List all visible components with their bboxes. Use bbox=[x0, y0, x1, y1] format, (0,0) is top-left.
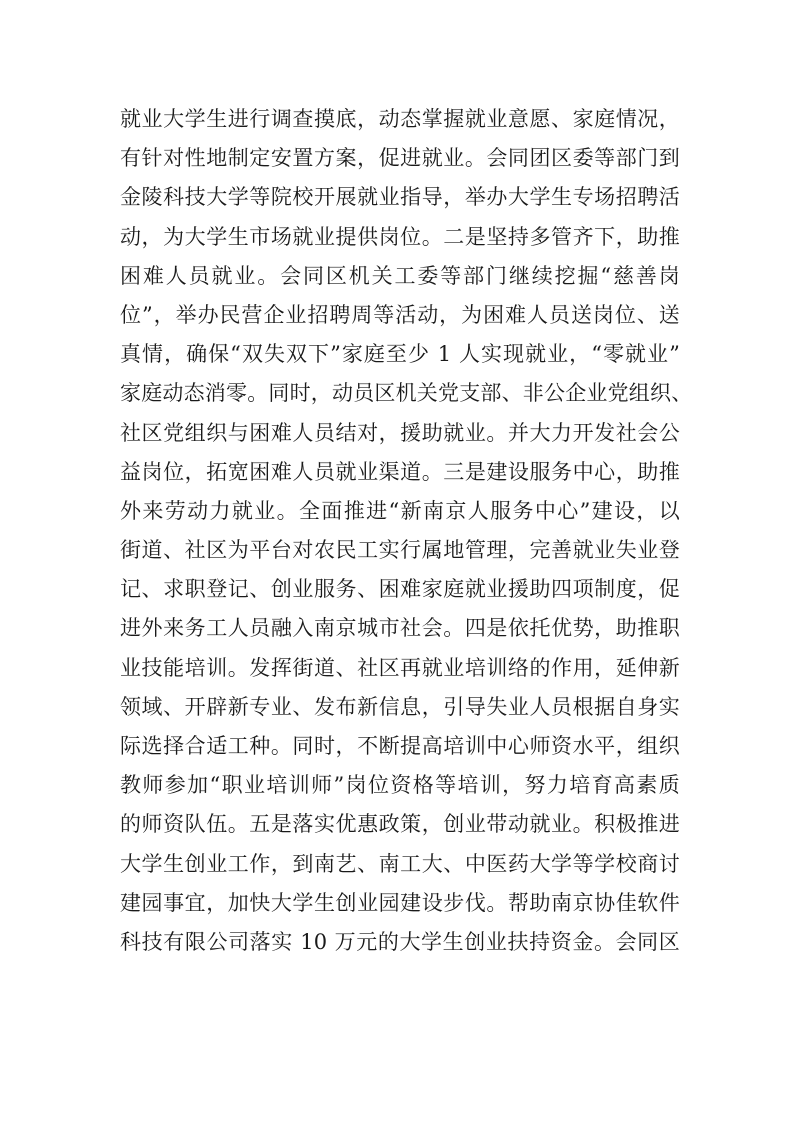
text-line: 位”，举办民营企业招聘周等活动，为困难人员送岗位、送 bbox=[120, 302, 680, 327]
text-line: 教师参加“职业培训师”岗位资格等培训，努力培育高素质 bbox=[120, 773, 680, 798]
text-line: 动，为大学生市场就业提供岗位。二是坚持多管齐下，助推 bbox=[120, 224, 680, 249]
text-line: 真情，确保“双失双下”家庭至少 1 人实现就业，“零就业” bbox=[120, 342, 680, 367]
text-line: 的师资队伍。五是落实优惠政策，创业带动就业。积极推进 bbox=[120, 812, 680, 837]
text-line: 领域、开辟新专业、发布新信息，引导失业人员根据自身实 bbox=[120, 694, 680, 719]
text-line: 建园事宜，加快大学生创业园建设步伐。帮助南京协佳软件 bbox=[120, 890, 680, 915]
text-line: 家庭动态消零。同时，动员区机关党支部、非公企业党组织、 bbox=[120, 381, 693, 406]
text-line: 就业大学生进行调查摸底，动态掌握就业意愿、家庭情况， bbox=[120, 107, 680, 131]
text-line: 际选择合适工种。同时，不断提高培训中心师资水平，组织 bbox=[120, 734, 680, 758]
text-line: 大学生创业工作，到南艺、南工大、中医药大学等学校商讨 bbox=[120, 851, 680, 876]
text-line: 科技有限公司落实 10 万元的大学生创业扶持资金。会同区 bbox=[120, 929, 680, 954]
text-line: 街道、社区为平台对农民工实行属地管理，完善就业失业登 bbox=[120, 538, 680, 563]
text-line: 金陵科技大学等院校开展就业指导，举办大学生专场招聘活 bbox=[120, 185, 680, 210]
body-paragraph bbox=[120, 100, 693, 962]
text-line: 外来劳动力就业。全面推进“新南京人服务中心”建设，以 bbox=[120, 498, 680, 523]
text-line: 记、求职登记、创业服务、困难家庭就业援助四项制度，促 bbox=[120, 577, 680, 602]
text-line: 益岗位，拓宽困难人员就业渠道。三是建设服务中心，助推 bbox=[120, 459, 680, 484]
text-line: 进外来务工人员融入南京城市社会。四是依托优势，助推职 bbox=[120, 616, 680, 641]
text-line: 社区党组织与困难人员结对，援助就业。并大力开发社会公 bbox=[120, 420, 680, 445]
text-line: 困难人员就业。会同区机关工委等部门继续挖掘“慈善岗 bbox=[120, 263, 680, 288]
text-line: 有针对性地制定安置方案，促进就业。会同团区委等部门到 bbox=[120, 146, 680, 171]
text-line: 业技能培训。发挥街道、社区再就业培训络的作用，延伸新 bbox=[120, 655, 680, 680]
